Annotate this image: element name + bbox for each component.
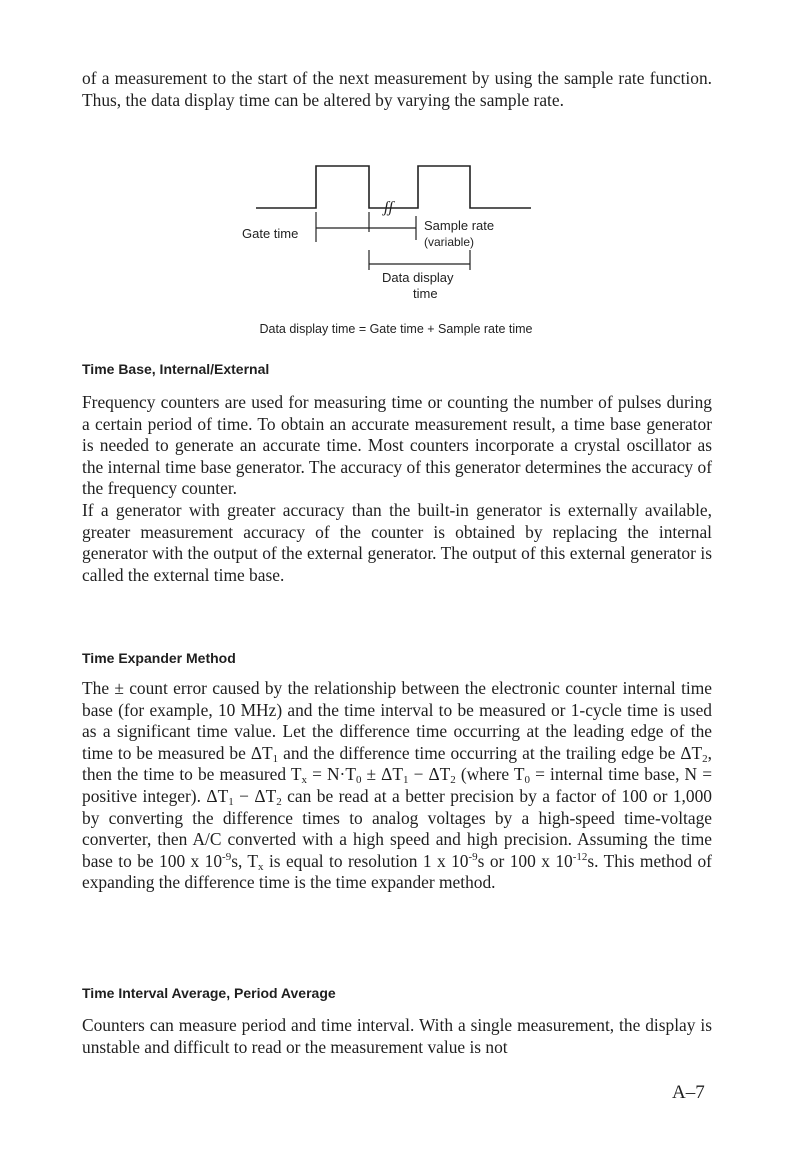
data-display-label-time: time xyxy=(413,286,438,301)
diagram-caption: Data display time = Gate time + Sample rate time xyxy=(259,322,533,336)
time-expander-body xyxy=(82,678,712,894)
page-number: A–7 xyxy=(672,1082,705,1103)
intro-paragraph: of a measurement to the start of the next measurement by using the sample rate function. Thus, the data display time can be altered by varying the sample rate. xyxy=(82,68,712,110)
time-base-body xyxy=(82,392,712,586)
time-base-paragraph-2: If a generator with greater accuracy than the built-in generator is externally available, greater measurement accuracy of the counter is obtained by replacing the internal generator with the output of the external generator. The output of this external generator is called the external time base. xyxy=(82,499,712,585)
time-expander-paragraph: The ± count error caused by the relationship between the electronic counter internal time base (for example, 10 MHz) and the time interval to be measured or 1-cycle time is used as a significant time value. Let the difference time occurring at the leading edge of the time to be measured be $\Delta T_1$ and the difference time occurring at the trailing edge be $\Delta T_2$, then the time to be measured $T_x = N\cdot T_0 \pm \Delta T_1 - \Delta T_2$ (where $T_0$ = internal time base, N = positive integer). $\Delta T_1 - \Delta T_2$ can be read at a better precision by a factor of 100 or 1,000 by converting the difference times to analog voltages by a high-speed time-voltage converter, then A/C converted with a high speed and high precision. Assuming the time base to be 100 x $10^{-9}s$, $T_x$ is equal to resolution 1 x $10^{-9}s$ or 100 x $10^{-12}s$. This method of expanding the difference time is the time expander method. xyxy=(82,678,713,893)
data-display-label: Data display xyxy=(382,270,454,285)
time-interval-average-paragraph: Counters can measure period and time interval. With a single measurement, the display is unstable and difficult to read or the measurement value is not xyxy=(82,1015,712,1057)
break-symbol: ʃʃ xyxy=(384,199,394,216)
timing-diagram xyxy=(232,150,552,310)
time-interval-average-body xyxy=(82,1015,712,1058)
section-heading-time-expander: Time Expander Method xyxy=(82,650,236,666)
timing-waveform xyxy=(232,150,552,310)
section-heading-time-base: Time Base, Internal/External xyxy=(82,361,270,377)
time-base-paragraph-1: Frequency counters are used for measuring time or counting the number of pulses during a certain period of time. To obtain an accurate measurement result, a time base generator is needed to generate an accurate time. Most counters incorporate a crystal oscillator as the internal time base generator. The accuracy of this generator determines the accuracy of the frequency counter. xyxy=(82,392,712,499)
section-heading-time-interval-average: Time Interval Average, Period Average xyxy=(82,985,336,1001)
gate-time-label: Gate time xyxy=(242,226,299,241)
sample-rate-label: Sample rate xyxy=(424,218,495,233)
sample-rate-variable-label: (variable) xyxy=(424,235,475,249)
